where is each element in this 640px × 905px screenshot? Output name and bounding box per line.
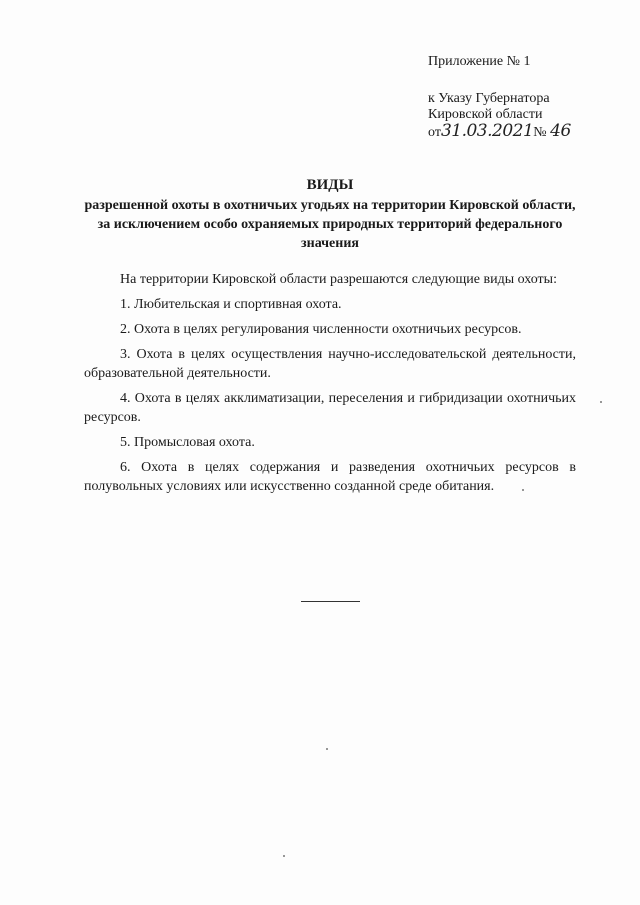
scan-speck [283, 855, 285, 857]
list-item: 6. Охота в целях содержания и разведения охотничьих ресурсов в полувольных условиях или искусственно созданной среде обитания. [84, 460, 576, 494]
decree-reference [428, 91, 571, 141]
handwritten-number: 46 [550, 121, 571, 141]
document-body [84, 270, 576, 496]
list-item: 4. Охота в целях акклиматизации, переселения и гибридизации охотничьих ресурсов. [84, 391, 576, 425]
title-main: ВИДЫ [306, 177, 354, 193]
end-divider-line [301, 601, 360, 602]
scan-speck [600, 401, 602, 403]
decree-reference-line-1: к Указу Губернатора [428, 91, 550, 106]
list-item: 2. Охота в целях регулирования численности охотничьих ресурсов. [120, 322, 522, 337]
date-prefix: от [428, 125, 441, 140]
handwritten-date: 31.03.2021 [440, 121, 534, 141]
document-title [80, 176, 580, 253]
scan-speck [522, 489, 524, 491]
decree-reference-line-2: Кировской области [428, 107, 543, 122]
title-subtitle: разрешенной охоты в охотничьих угодьях на территории Кировской области, за исключением особо охраняемых природных территорий федерального значения [84, 198, 576, 251]
list-item: 3. Охота в целях осуществления научно-исследовательской деятельности, образовательной деятельности. [84, 347, 576, 381]
decree-date-number-line [428, 123, 571, 141]
list-item: 5. Промысловая охота. [120, 435, 255, 450]
number-sign: № [533, 125, 547, 140]
list-item: 1. Любительская и спортивная охота. [120, 297, 342, 312]
intro-paragraph: На территории Кировской области разрешаются следующие виды охоты: [120, 272, 557, 287]
appendix-label: Приложение № 1 [428, 54, 531, 69]
scan-speck [326, 748, 328, 750]
